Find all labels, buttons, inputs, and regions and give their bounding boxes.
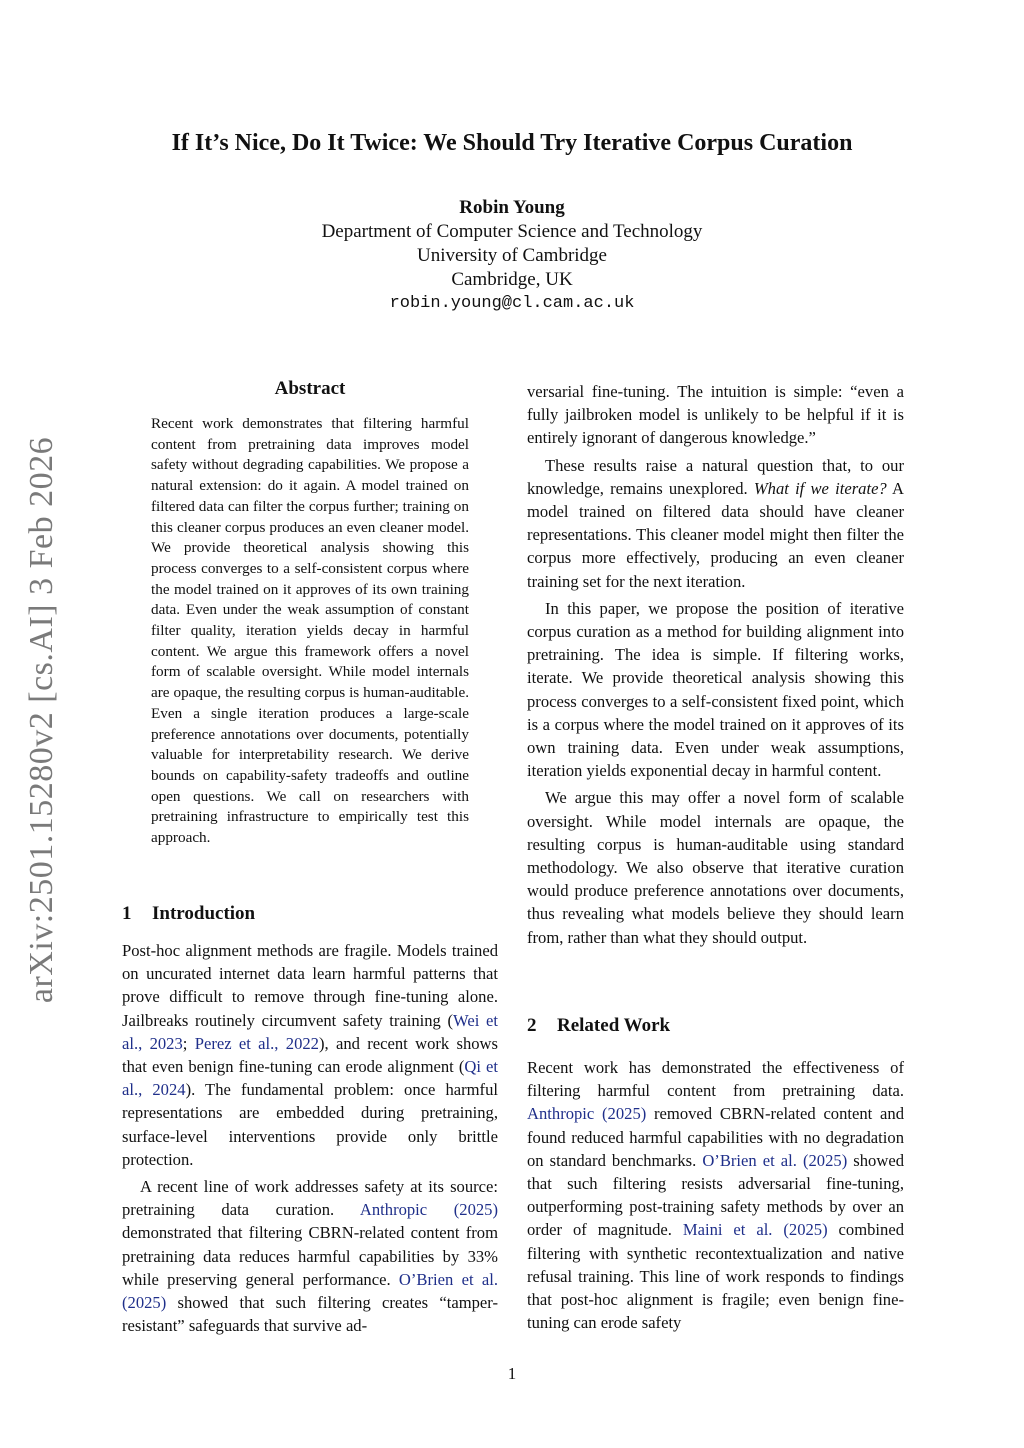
- text-run: showed that such filtering resists adversarial fine-tuning, outperforming post-training safety methods by over an order of magnitude.: [527, 1150, 904, 1240]
- citation-link[interactable]: O’Brien et al. (2025): [702, 1150, 848, 1170]
- related-work-heading: [527, 1015, 670, 1037]
- paper-title: If It’s Nice, Do It Twice: We Should Try Iterative Corpus Curation: [171, 130, 853, 156]
- citation-link[interactable]: Anthropic (2025): [527, 1104, 647, 1124]
- citation-link[interactable]: Wei et al., 2023: [122, 1010, 498, 1053]
- author-block: [0, 196, 1024, 316]
- abstract-heading: Abstract: [274, 378, 346, 399]
- citation-link[interactable]: O’Brien et al. (2025): [122, 1269, 498, 1313]
- page-number: 1: [507, 1364, 517, 1383]
- text-run: ), and recent work shows that even benign fine-tuning can erode alignment (: [122, 1033, 499, 1077]
- section-title: Introduction: [152, 903, 256, 924]
- author-name: Robin Young: [459, 197, 565, 218]
- text-run: ). The fundamental problem: once harmful representations are embedded during pretraining, surface-level interventions provide only brittle protection.: [122, 1080, 498, 1169]
- text-run: combined filtering with synthetic recontextualization and native refusal training. This line of work responds to findings that post-hoc alignment is fragile; even benign fine-tuning can erode safety: [527, 1220, 904, 1333]
- text-run: Post-hoc alignment methods are fragile. Models trained on uncurated internet data learn harmful patterns that prove difficult to remove through fine-tuning alone. Jailbreaks routinely circumvent safety training (: [122, 941, 498, 1030]
- paragraph: In this paper, we propose the position of iterative corpus curation as a method for building alignment into pretraining. The idea is simple. If filtering works, iterate. We provide theoretical analysis showing this process converges to a self-consistent fixed point, which is a corpus where the model trained on it approves of its own training data. Even under weak assumptions, iteration yields exponential decay in harmful content.: [527, 598, 904, 781]
- paragraph: [122, 1175, 498, 1337]
- paragraph: We argue this may offer a novel form of scalable oversight. While model internals are opaque, the resulting corpus is human-auditable using standard methodology. We also observe that iterative curation would produce preference annotations over documents, thus revealing what models believe they should learn from, rather than what they should output.: [527, 788, 904, 947]
- text-run: A recent line of work addresses safety at its source: pretraining data curation.: [122, 1177, 498, 1220]
- author-university: University of Cambridge: [417, 245, 607, 266]
- text-run: Recent work has demonstrated the effectiveness of filtering harmful content from pretraining data.: [527, 1058, 904, 1101]
- text-run: ;: [182, 1033, 195, 1053]
- text-run: These results raise a natural question that, to our knowledge, remains unexplored.: [527, 455, 904, 498]
- citation-link[interactable]: Qi et al., 2024: [122, 1057, 498, 1100]
- citation-link[interactable]: Perez et al., 2022: [194, 1033, 319, 1053]
- arxiv-identifier-stamp: arXiv:2501.15280v2 [cs.AI] 3 Feb 2026: [23, 436, 60, 1004]
- author-department: Department of Computer Science and Technology: [321, 221, 703, 242]
- related-work-body: [527, 1056, 904, 1338]
- text-run: removed CBRN-related content and found reduced harmful capabilities with no degradation on standard benchmarks.: [527, 1104, 904, 1170]
- introduction-heading: [122, 903, 255, 925]
- citation-link[interactable]: Maini et al. (2025): [682, 1220, 828, 1240]
- section-number: 2: [527, 1015, 537, 1036]
- author-email: robin.young@cl.cam.ac.uk: [389, 294, 635, 313]
- text-run: showed that such filtering creates “tamper-resistant” safeguards that survive ad-: [122, 1293, 498, 1336]
- introduction-body: [122, 939, 498, 1341]
- paragraph: versarial fine-tuning. The intuition is simple: “even a fully jailbroken model is unlikely to be helpful if it is entirely ignorant of dangerous knowledge.”: [527, 382, 904, 448]
- text-run: demonstrated that filtering CBRN-related content from pretraining data reduces harmful capabilities by 33% while preserving general performance.: [122, 1223, 498, 1289]
- author-location: Cambridge, UK: [451, 269, 573, 290]
- right-column-body: [527, 380, 904, 953]
- abstract-text: Recent work demonstrates that filtering harmful content from pretraining data improves model safety without degrading capabilities. We propose a natural extension: do it again. A model trained on filtered data can filter the corpus further; training on this cleaner corpus produces an even cleaner model. We provide theoretical analysis showing this process converges to a self-consistent corpus where the model trained on it approves of its own training data. Even under the weak assumption of constant filter quality, iteration yields decay in harmful content. We argue this framework offers a novel form of scalable oversight. While model internals are opaque, the resulting corpus is human-auditable. Even a single iteration produces a large-scale preference annotations over documents, potentially valuable for interpretability research. We derive bounds on capability-safety tradeoffs and outline open questions. We call on researchers with pretraining infrastructure to empirically test this approach.: [151, 415, 469, 847]
- text-run: A model trained on filtered data should have cleaner representations. This cleaner model might then filter the corpus more effectively, producing an even cleaner training set for the next iteration.: [527, 478, 904, 591]
- section-title: Related Work: [557, 1015, 671, 1036]
- citation-link[interactable]: Anthropic (2025): [359, 1200, 499, 1220]
- emphasis-text: What if we iterate?: [753, 478, 887, 498]
- section-number: 1: [122, 903, 132, 924]
- paragraph: [122, 939, 498, 1171]
- paragraph: [527, 1056, 904, 1334]
- paragraph: [527, 454, 904, 593]
